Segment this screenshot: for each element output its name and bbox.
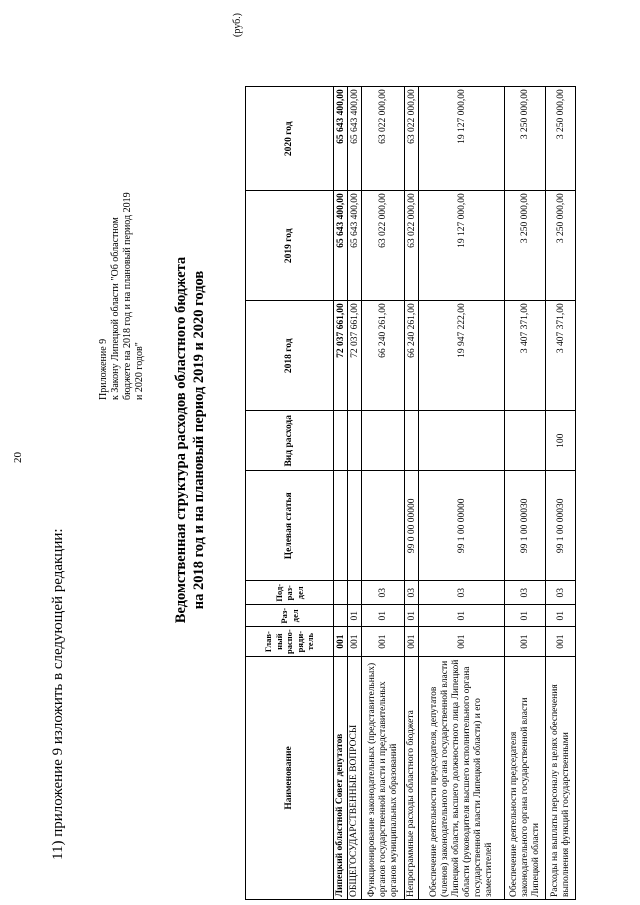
cell-razdel: 01 <box>405 605 419 627</box>
cell-y2019: 63 022 000,00 <box>405 191 419 301</box>
cell-y2020: 3 250 000,00 <box>546 87 576 191</box>
header-razdel: Раз-дел <box>246 605 334 627</box>
cell-y2019: 65 643 400,00 <box>334 191 348 301</box>
cell-glava: 001 <box>362 627 405 657</box>
cell-podrazdel: 03 <box>419 581 505 605</box>
header-statya: Целевая статья <box>246 471 334 581</box>
table-body <box>334 87 576 900</box>
header-2020: 2020 год <box>246 87 334 191</box>
table-row <box>334 87 348 900</box>
cell-y2019: 3 250 000,00 <box>546 191 576 301</box>
header-glava: Глав-ный распо-ряди-тель <box>246 627 334 657</box>
header-name: Наименование <box>246 657 334 900</box>
header-2018: 2018 год <box>246 301 334 411</box>
cell-razdel: 01 <box>505 605 546 627</box>
cell-y2018: 3 407 371,00 <box>546 301 576 411</box>
cell-glava: 001 <box>334 627 348 657</box>
cell-podrazdel: 03 <box>362 581 405 605</box>
cell-y2020: 19 127 000,00 <box>419 87 505 191</box>
cell-y2018: 66 240 261,00 <box>405 301 419 411</box>
intro-text: 11) приложение 9 изложить в следующей редакции: <box>50 528 66 860</box>
cell-y2019: 63 022 000,00 <box>362 191 405 301</box>
cell-razdel: 01 <box>362 605 405 627</box>
table-row <box>505 87 546 900</box>
table-row <box>348 87 362 900</box>
cell-vid <box>348 411 362 471</box>
cell-y2019: 65 643 400,00 <box>348 191 362 301</box>
cell-statya: 99 1 00 00030 <box>546 471 576 581</box>
page-number: 20 <box>12 452 24 463</box>
cell-razdel <box>334 605 348 627</box>
cell-y2020: 65 643 400,00 <box>334 87 348 191</box>
cell-statya <box>362 471 405 581</box>
cell-glava: 001 <box>405 627 419 657</box>
cell-name: ОБЩЕГОСУДАРСТВЕННЫЕ ВОПРОСЫ <box>348 657 362 900</box>
cell-vid <box>362 411 405 471</box>
cell-y2020: 63 022 000,00 <box>362 87 405 191</box>
cell-y2018: 66 240 261,00 <box>362 301 405 411</box>
table-row <box>546 87 576 900</box>
cell-y2019: 19 127 000,00 <box>419 191 505 301</box>
document-title <box>172 135 208 745</box>
cell-vid <box>334 411 348 471</box>
cell-y2018: 19 947 222,00 <box>419 301 505 411</box>
cell-statya: 99 1 00 00030 <box>505 471 546 581</box>
appendix-note: Приложение 9 к Закону Липецкой области "Об областном бюджете на 2018 год и на плановый период 2019 и 2020 годов" <box>98 192 145 400</box>
cell-y2019: 3 250 000,00 <box>505 191 546 301</box>
expenditure-table <box>245 86 576 900</box>
header-podrazdel: Под-раз-дел <box>246 581 334 605</box>
cell-vid <box>405 411 419 471</box>
cell-y2020: 65 643 400,00 <box>348 87 362 191</box>
cell-podrazdel <box>334 581 348 605</box>
cell-vid <box>419 411 505 471</box>
cell-glava: 001 <box>419 627 505 657</box>
table-row <box>405 87 419 900</box>
cell-razdel: 01 <box>546 605 576 627</box>
cell-statya: 99 1 00 00000 <box>419 471 505 581</box>
cell-razdel: 01 <box>348 605 362 627</box>
cell-razdel: 01 <box>419 605 505 627</box>
cell-y2018: 3 407 371,00 <box>505 301 546 411</box>
cell-glava: 001 <box>348 627 362 657</box>
cell-podrazdel: 03 <box>505 581 546 605</box>
cell-y2018: 72 037 661,00 <box>334 301 348 411</box>
table-row <box>419 87 505 900</box>
cell-y2020: 3 250 000,00 <box>505 87 546 191</box>
cell-y2018: 72 037 661,00 <box>348 301 362 411</box>
header-vid: Вид расхода <box>246 411 334 471</box>
title-line-1: Ведомственная структура расходов областного бюджета <box>173 256 189 624</box>
cell-statya <box>348 471 362 581</box>
table-row <box>362 87 405 900</box>
cell-podrazdel: 03 <box>546 581 576 605</box>
header-2019: 2019 год <box>246 191 334 301</box>
title-line-2: на 2018 год и на плановый период 2019 и 2020 годов <box>191 270 207 610</box>
currency-label: (руб.) <box>232 13 243 37</box>
cell-name: Обеспечение деятельности председателя, депутатов (членов) законодательного органа государственной власти Липецкой области, высшего должностного лица Липецкой области (руководителя высшего исполнительного органа государственной власти Липецкой области) и его заместителей <box>419 657 505 900</box>
cell-y2020: 63 022 000,00 <box>405 87 419 191</box>
cell-podrazdel <box>348 581 362 605</box>
cell-glava: 001 <box>505 627 546 657</box>
cell-name: Непрограммные расходы областного бюджета <box>405 657 419 900</box>
cell-name: Липецкий областной Совет депутатов <box>334 657 348 900</box>
cell-vid: 100 <box>546 411 576 471</box>
cell-name: Расходы на выплаты персоналу в целях обеспечения выполнения функций государственными <box>546 657 576 900</box>
cell-name: Функционирование законодательных (представительных) органов государственной власти и представительных органов муниципальных образований <box>362 657 405 900</box>
cell-statya <box>334 471 348 581</box>
cell-vid <box>505 411 546 471</box>
cell-glava: 001 <box>546 627 576 657</box>
cell-podrazdel: 03 <box>405 581 419 605</box>
cell-name: Обеспечение деятельности председателя законодательного органа государственной власти Липецкой области <box>505 657 546 900</box>
cell-statya: 99 0 00 00000 <box>405 471 419 581</box>
